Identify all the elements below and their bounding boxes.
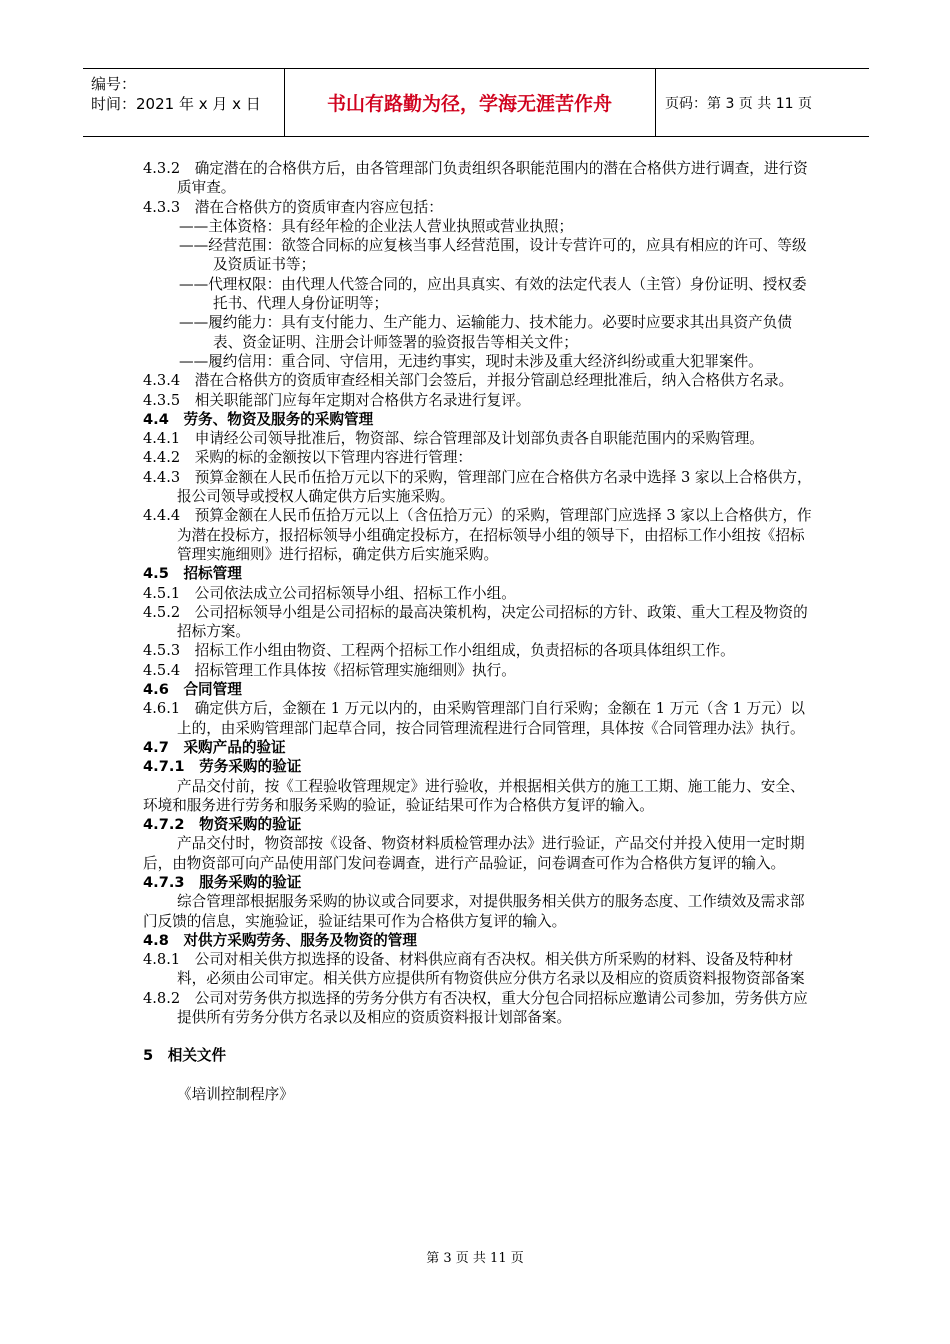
- header-motto: 书山有路勤为径，学海无涯苦作舟: [284, 69, 656, 136]
- paragraph: 产品交付时，物资部按《设备、物资材料质检管理办法》进行验证，产品交付并投入使用一定时期后，由物资部可向产品使用部门发问卷调查，进行产品验证，问卷调查可作为合格供方复评的输入。: [143, 835, 805, 872]
- paragraph: 4.3.5 相关职能部门应每年定期对合格供方名录进行复评。: [143, 391, 531, 409]
- header-meta: [83, 69, 285, 136]
- paragraph: 4.4.4 预算金额在人民币伍拾万元以上（含伍拾万元）的采购，管理部门应选择 3 家以上合格供方，作为潜在投标方，报招标领导小组确定投标方，在招标领导小组的领导下，由招标工作小组按《招标管理实施细则》进行招标，确定供方后实施采购。: [143, 507, 812, 563]
- section-heading: 4.8 对供方采购劳务、服务及物资的管理: [143, 931, 417, 949]
- header-page-number: 页码：第 3 页 共 11 页: [665, 95, 812, 112]
- document-date: 时间：2021 年 x 月 x 日: [91, 95, 261, 113]
- paragraph: 4.5.1 公司依法成立公司招标领导小组、招标工作小组。: [143, 584, 516, 602]
- paragraph: 4.4.2 采购的标的金额按以下管理内容进行管理：: [143, 449, 473, 467]
- page-footer: 第 3 页 共 11 页: [426, 1251, 524, 1266]
- paragraph: ——履约信用：重合同、守信用，无违约事实，现时未涉及重大经济纠纷或重大犯罪案件。: [179, 352, 763, 370]
- paragraph: 4.5.3 招标工作小组由物资、工程两个招标工作小组组成，负责招标的各项具体组织工作。: [143, 642, 735, 660]
- section-heading: 4.7.3 服务采购的验证: [143, 873, 302, 891]
- paragraph: 4.5.2 公司招标领导小组是公司招标的最高决策机构，决定公司招标的方针、政策、重大工程及物资的招标方案。: [143, 603, 808, 641]
- spacer: [143, 1027, 815, 1046]
- section-heading: 4.4 劳务、物资及服务的采购管理: [143, 410, 374, 428]
- section-heading: 4.7 采购产品的验证: [143, 738, 286, 756]
- paragraph: ——履约能力：具有支付能力、生产能力、运输能力、技术能力。必要时应要求其出具资产负债表、资金证明、注册会计师签署的验资报告等相关文件；: [179, 314, 792, 351]
- paragraph: 4.3.4 潜在合格供方的资质审查经相关部门会签后，并报分管副总经理批准后，纳入合格供方名录。: [143, 372, 794, 390]
- paragraph: 4.5.4 招标管理工作具体按《招标管理实施细则》执行。: [143, 661, 516, 679]
- paragraph: 4.4.3 预算金额在人民币伍拾万元以下的采购，管理部门应在合格供方名录中选择 3 家以上合格供方，报公司领导或授权人确定供方后实施采购。: [143, 468, 812, 506]
- section-heading: 5 相关文件: [143, 1047, 227, 1065]
- paragraph: 综合管理部根据服务采购的协议或合同要求，对提供服务相关供方的服务态度、工作绩效及需求部门反馈的信息，实施验证，验证结果可作为合格供方复评的输入。: [143, 893, 805, 930]
- section-heading: 4.7.2 物资采购的验证: [143, 816, 302, 834]
- section-heading: 4.7.1 劳务采购的验证: [143, 758, 302, 776]
- paragraph: 4.4.1 申请经公司领导批准后，物资部、综合管理部及计划部负责各自职能范围内的采购管理。: [143, 430, 764, 448]
- paragraph: ——代理权限：由代理人代签合同的，应出具真实、有效的法定代表人（主管）身份证明、授权委托书、代理人身份证明等；: [179, 275, 807, 313]
- document-body: [143, 159, 815, 1104]
- paragraph: 4.6.1 确定供方后，金额在 1 万元以内的，由采购管理部门自行采购；金额在 1 万元（含 1 万元）以上的，由采购管理部门起草合同，按合同管理流程进行合同管理，具体按《合同管理办法》执行。: [143, 700, 805, 737]
- paragraph: 4.3.2 确定潜在的合格供方后，由各管理部门负责组织各职能范围内的潜在合格供方进行调查，进行资质审查。: [143, 160, 808, 197]
- paragraph: 4.8.1 公司对相关供方拟选择的设备、材料供应商有否决权。相关供方所采购的材料、设备及特种材料，必须由公司审定。相关供方应提供所有物资供应分供方名录以及相应的资质资料报物资部备案: [143, 951, 805, 988]
- document-number: 编号：: [91, 75, 137, 93]
- paragraph: 4.3.3 潜在合格供方的资质审查内容应包括：: [143, 198, 443, 216]
- paragraph: 《培训控制程序》: [177, 1085, 294, 1103]
- spacer: [143, 1066, 815, 1085]
- section-heading: 4.6 合同管理: [143, 681, 242, 699]
- page-header: [83, 68, 869, 137]
- paragraph: ——经营范围：欲签合同标的应复核当事人经营范围，设计专营许可的，应具有相应的许可、等级及资质证书等；: [179, 237, 807, 274]
- paragraph: 产品交付前，按《工程验收管理规定》进行验收，并根据相关供方的施工工期、施工能力、安全、环境和服务进行劳务和服务采购的验证，验证结果可作为合格供方复评的输入。: [143, 777, 805, 814]
- paragraph: 4.8.2 公司对劳务供方拟选择的劳务分供方有否决权，重大分包合同招标应邀请公司参加，劳务供方应提供所有劳务分供方名录以及相应的资质资料报计划部备案。: [143, 989, 808, 1027]
- section-heading: 4.5 招标管理: [143, 565, 242, 583]
- paragraph: ——主体资格：具有经年检的企业法人营业执照或营业执照；: [179, 217, 574, 235]
